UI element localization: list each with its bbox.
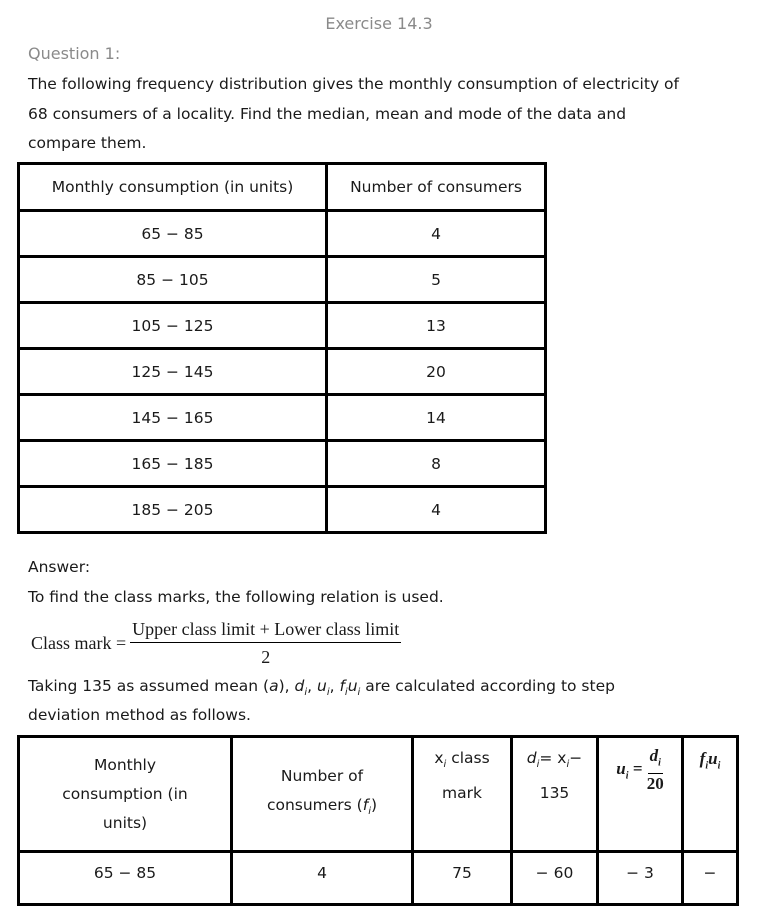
var-d: d	[649, 746, 659, 765]
header-monthly-consumption	[19, 737, 232, 852]
header-line: Number of	[280, 766, 364, 785]
table-header-row	[19, 737, 738, 852]
u-i-formula	[616, 746, 664, 794]
table-row	[19, 349, 546, 395]
table-row	[19, 395, 546, 441]
answer-label: Answer:	[28, 558, 91, 576]
header-fi-ui	[683, 737, 738, 852]
var-f: f	[362, 795, 369, 814]
subscript: i	[326, 687, 330, 699]
header-class-mark	[413, 737, 512, 852]
class-interval: 125 − 145	[19, 349, 327, 395]
class-interval: 85 − 105	[19, 257, 327, 303]
table-row	[19, 487, 546, 533]
text-segment: ,	[307, 677, 317, 695]
var-d: d	[294, 677, 305, 695]
var-f: f	[699, 749, 706, 768]
frequency-table	[17, 162, 547, 534]
class-interval: 105 − 125	[19, 303, 327, 349]
header-line: Monthly	[93, 755, 157, 774]
question-label: Question 1:	[28, 44, 121, 63]
header-line	[414, 744, 510, 779]
fi-ui: −	[683, 852, 738, 905]
subscript: i	[658, 757, 661, 769]
subscript: i	[566, 759, 570, 771]
exercise-title: Exercise 14.3	[325, 14, 433, 33]
frequency: 4	[327, 487, 546, 533]
answer-line-3: deviation method as follows.	[28, 706, 251, 724]
step-deviation: − 3	[598, 852, 683, 905]
text-segment: are calculated according to step	[360, 677, 615, 695]
header-monthly-consumption: Monthly consumption (in units)	[19, 164, 327, 211]
formula-denominator: 2	[261, 647, 271, 667]
header-line	[233, 791, 411, 826]
header-line: mark	[442, 784, 482, 803]
var-u: u	[347, 677, 358, 695]
var-f: f	[339, 677, 345, 695]
subscript: i	[304, 687, 308, 699]
subscript: i	[705, 760, 709, 772]
table-row	[19, 257, 546, 303]
class-interval: 145 − 165	[19, 395, 327, 441]
var-x: x	[434, 749, 444, 767]
class-mark: 75	[413, 852, 512, 905]
table-row	[19, 303, 546, 349]
var-d: d	[526, 749, 537, 767]
text-segment: ),	[278, 677, 295, 695]
class-interval: 165 − 185	[19, 441, 327, 487]
header-step-deviation	[598, 737, 683, 852]
formula-lhs: Class mark =	[31, 633, 127, 653]
header-deviation	[512, 737, 598, 852]
subscript: i	[625, 770, 629, 782]
subscript: i	[443, 759, 447, 771]
subscript: i	[536, 759, 540, 771]
header-number-of-consumers	[232, 737, 413, 852]
frequency: 8	[327, 441, 546, 487]
header-number-of-consumers: Number of consumers	[327, 164, 546, 211]
table-row	[19, 852, 738, 905]
question-line-3: compare them.	[28, 134, 147, 152]
class-interval: 65 − 85	[19, 852, 232, 905]
deviation: − 60	[512, 852, 598, 905]
fraction-denominator: 20	[646, 774, 664, 794]
u-i-fraction	[647, 746, 664, 794]
var-u: u	[616, 759, 626, 779]
formula-numerator: Upper class limit + Lower class limit	[130, 619, 401, 643]
frequency: 13	[327, 303, 546, 349]
frequency: 4	[327, 211, 546, 257]
frequency: 4	[232, 852, 413, 905]
subscript: i	[344, 687, 348, 699]
text-segment: consumers (	[266, 795, 363, 814]
table-header-row	[19, 164, 546, 211]
var-u: u	[708, 749, 718, 768]
subscript: i	[357, 687, 361, 699]
class-interval: 65 − 85	[19, 211, 327, 257]
class-mark-formula	[31, 619, 401, 668]
text-segment: ,	[329, 677, 340, 695]
text-segment: class	[446, 749, 490, 767]
var-u: u	[316, 677, 327, 695]
formula-fraction	[130, 619, 401, 668]
header-line: units)	[102, 813, 148, 832]
frequency: 20	[327, 349, 546, 395]
var-a: a	[269, 677, 279, 695]
frequency: 14	[327, 395, 546, 441]
class-interval: 185 − 205	[19, 487, 327, 533]
question-text	[28, 70, 728, 159]
question-line-1: The following frequency distribution gives the monthly consumption of electricity of	[28, 75, 679, 93]
table-row	[19, 441, 546, 487]
header-line: 135	[539, 784, 570, 803]
table-row	[19, 211, 546, 257]
text-segment: )	[370, 795, 378, 814]
header-line: consumption (in	[62, 784, 188, 803]
subscript: i	[368, 806, 371, 818]
fi-ui-label	[699, 749, 721, 772]
subscript: i	[717, 760, 721, 772]
question-line-2: 68 consumers of a locality. Find the median, mean and mode of the data and	[28, 104, 627, 123]
fraction-numerator	[648, 746, 663, 774]
text-segment: Taking 135 as assumed mean (	[28, 677, 270, 695]
answer-line-1: To find the class marks, the following relation is used.	[28, 588, 444, 606]
header-line	[513, 744, 596, 779]
step-deviation-table	[17, 735, 739, 906]
text-segment: −	[569, 749, 583, 767]
text-segment: = x	[539, 749, 567, 767]
frequency: 5	[327, 257, 546, 303]
text-segment: =	[628, 759, 647, 779]
